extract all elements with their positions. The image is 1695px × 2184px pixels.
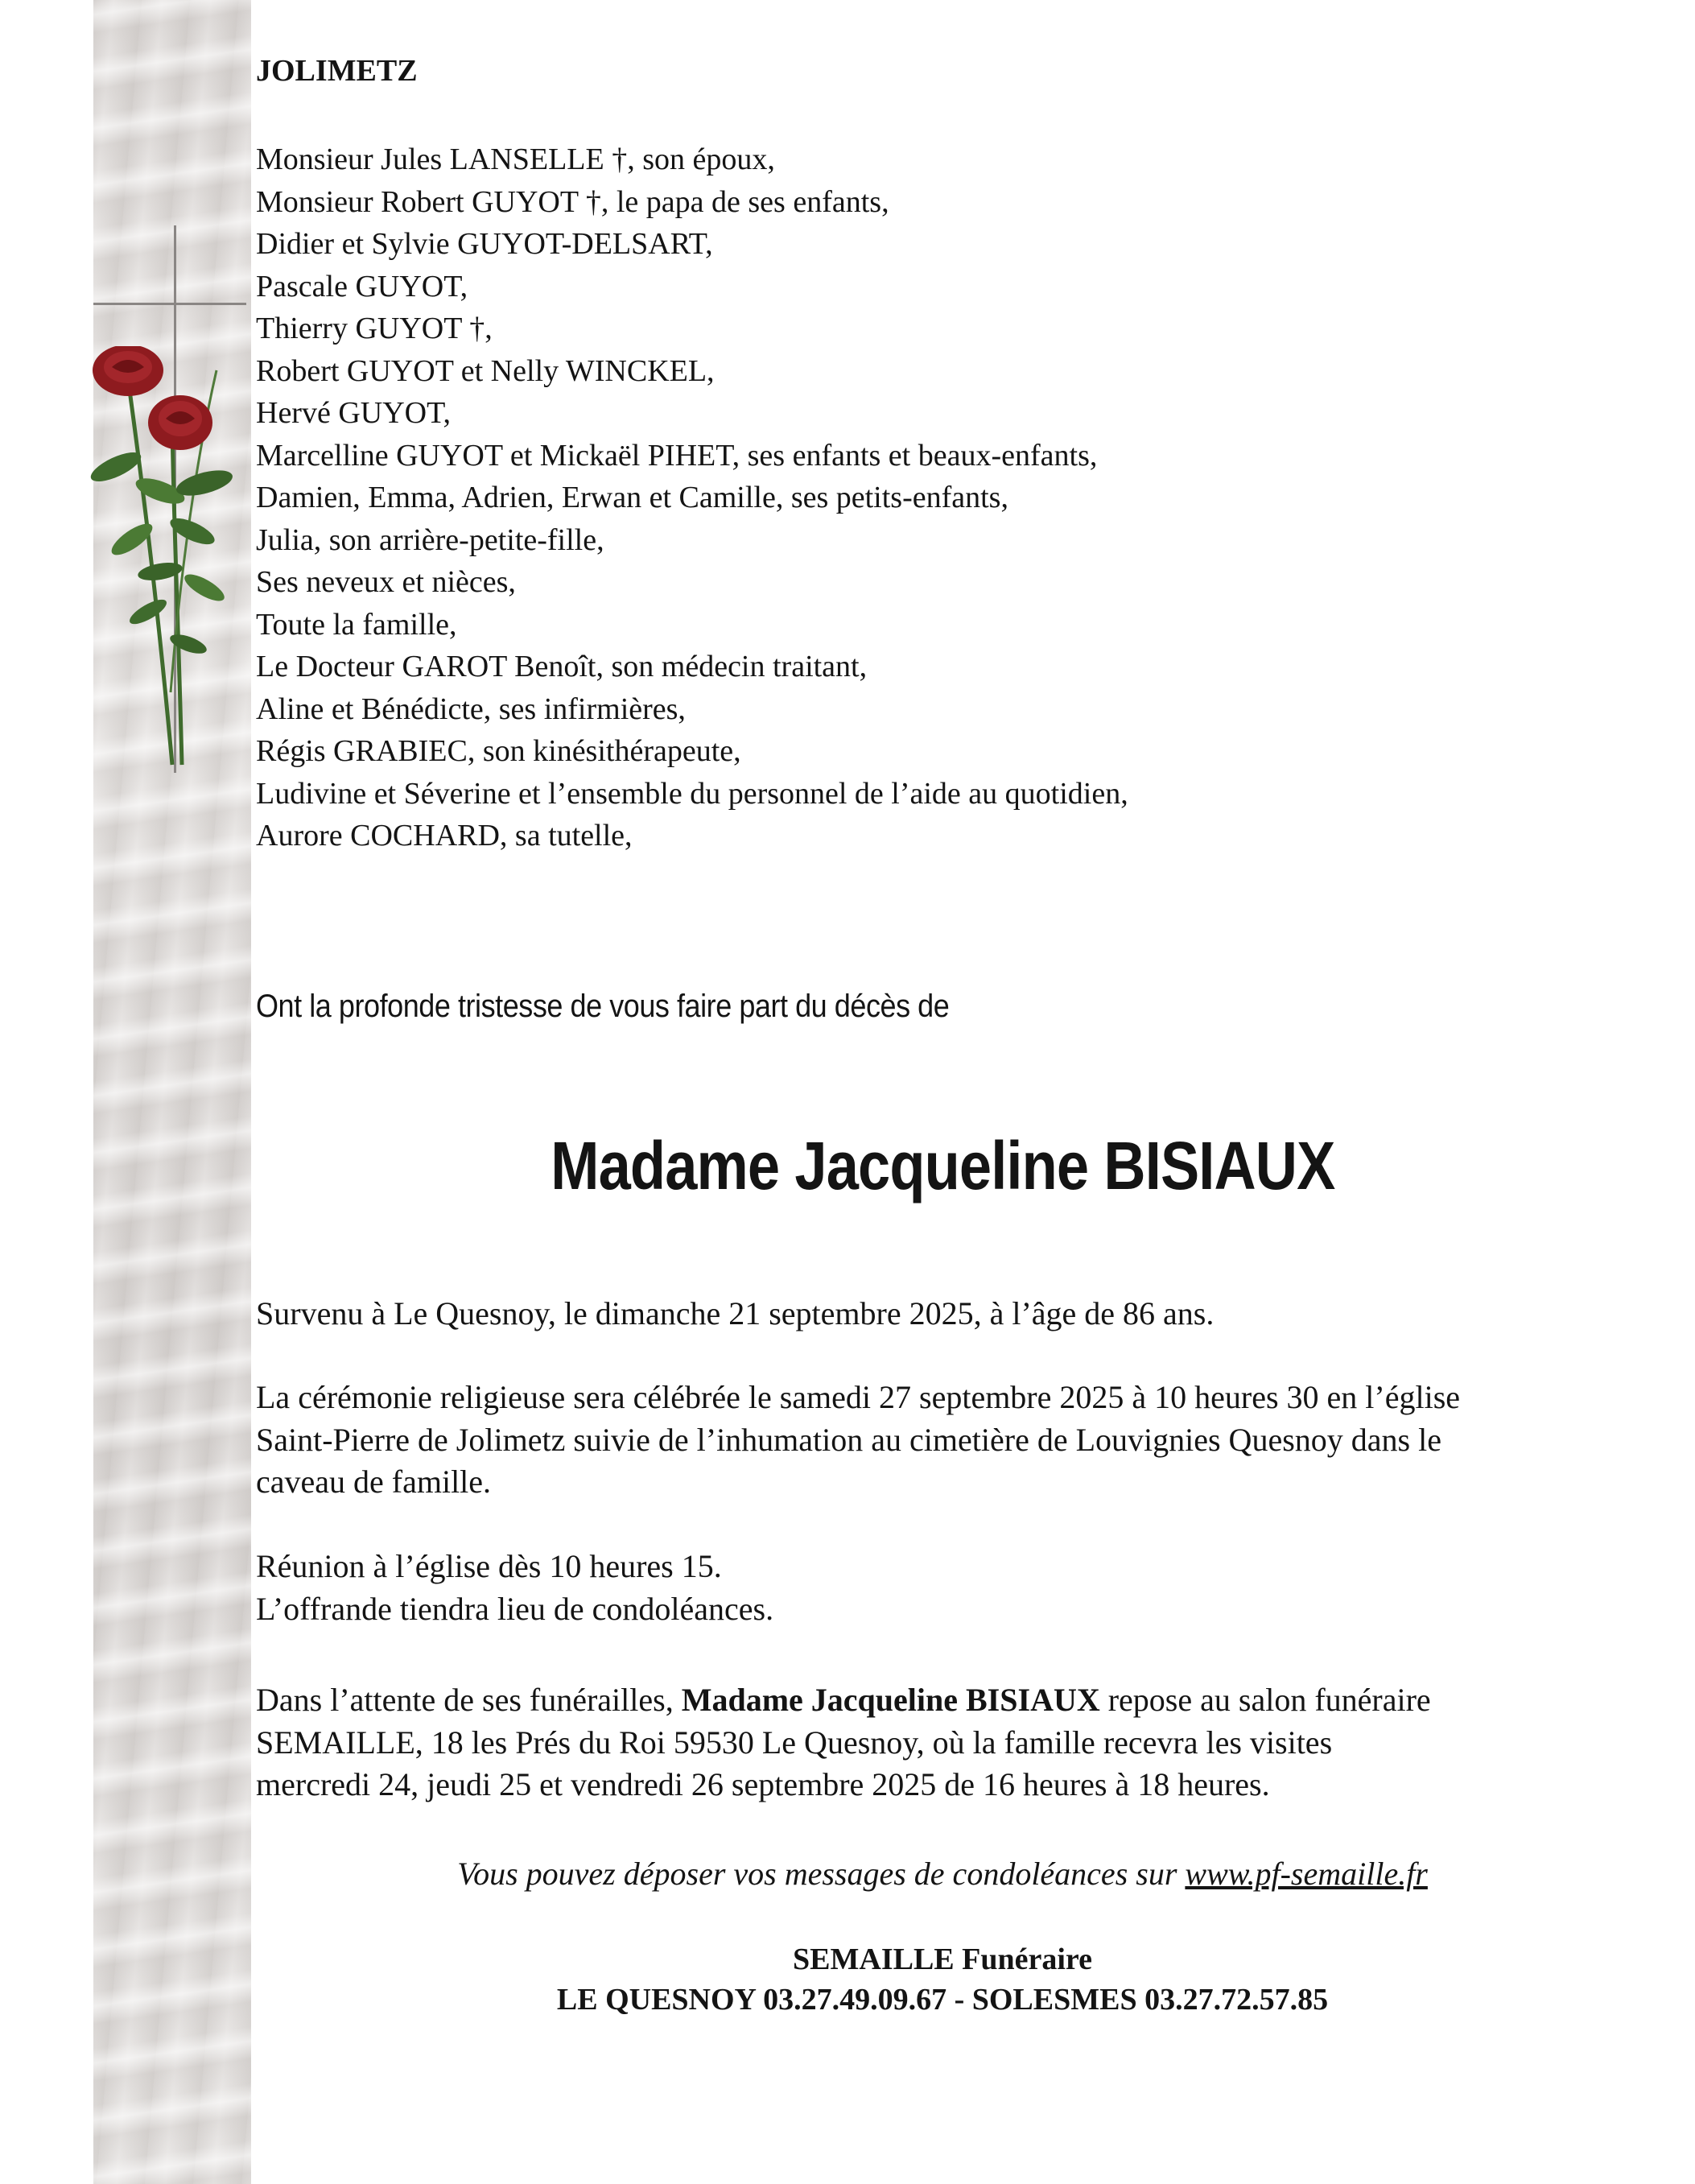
location-heading: JOLIMETZ [256, 54, 418, 88]
ceremony-line: Saint-Pierre de Jolimetz suivie de l’inhumation au cimetière de Louvignies Quesnoy dans le [256, 1421, 1441, 1458]
family-list [256, 138, 1128, 857]
family-line: Hervé GUYOT, [256, 396, 451, 430]
meeting-line: L’offrande tiendra lieu de condoléances. [256, 1590, 774, 1627]
family-line: Damien, Emma, Adrien, Erwan et Camille, ses petits-enfants, [256, 481, 1008, 514]
family-line: Aurore COCHARD, sa tutelle, [256, 819, 633, 853]
ceremony-line: La cérémonie religieuse sera célébrée le samedi 27 septembre 2025 à 10 heures 30 en l’église [256, 1379, 1461, 1415]
family-line: Monsieur Robert GUYOT †, le papa de ses enfants, [256, 184, 889, 219]
visit-text: Dans l’attente de ses funérailles, [256, 1682, 682, 1718]
visit-line [256, 1679, 1431, 1722]
red-roses-icon [84, 346, 237, 781]
visit-line: SEMAILLE, 18 les Prés du Roi 59530 Le Quesnoy, où la famille recevra les visites [256, 1724, 1333, 1761]
visit-line: mercredi 24, jeudi 25 et vendredi 26 septembre 2025 de 16 heures à 18 heures. [256, 1766, 1270, 1802]
deceased-name [0, 1127, 1695, 1205]
family-line: Le Docteur GAROT Benoît, son médecin traitant, [256, 650, 868, 683]
family-line: Ludivine et Séverine et l’ensemble du personnel de l’aide au quotidien, [256, 776, 1128, 811]
family-line: Robert GUYOT et Nelly WINCKEL, [256, 353, 715, 388]
meeting-paragraph [256, 1546, 773, 1630]
visit-text: repose au salon funéraire [1099, 1682, 1431, 1718]
family-line: Toute la famille, [256, 607, 457, 642]
family-line: Régis GRABIEC, son kinésithérapeute, [256, 734, 741, 768]
family-line: Marcelline GUYOT et Mickaël PIHET, ses enfants et beaux-enfants, [256, 438, 1098, 473]
family-line: Pascale GUYOT, [256, 269, 468, 303]
family-line: Thierry GUYOT †, [256, 312, 493, 345]
family-line: Monsieur Jules LANSELLE †, son époux, [256, 142, 775, 176]
family-line: Didier et Sylvie GUYOT-DELSART, [256, 227, 713, 261]
family-line: Ses neveux et nièces, [256, 565, 516, 599]
family-line: Julia, son arrière-petite-fille, [256, 522, 604, 557]
cross-horizontal-bar [93, 303, 246, 305]
visit-paragraph [256, 1679, 1431, 1806]
family-line: Aline et Bénédicte, ses infirmières, [256, 692, 686, 726]
ceremony-line: caveau de famille. [256, 1464, 492, 1500]
condolences-note [0, 1855, 1695, 1893]
death-details: Survenu à Le Quesnoy, le dimanche 21 septembre 2025, à l’âge de 86 ans. [256, 1295, 1215, 1331]
visit-deceased-name: Madame Jacqueline BISIAUX [681, 1682, 1100, 1718]
ceremony-paragraph [256, 1377, 1460, 1504]
deceased-name-text: Madame Jacqueline BISIAUX [550, 1128, 1335, 1203]
funeral-home-phones: LE QUESNOY 03.27.49.09.67 - SOLESMES 03.27.72.57.85 [556, 1983, 1329, 2017]
announcement-text: Ont la profonde tristesse de vous faire part du décès de [256, 989, 950, 1024]
condolences-link[interactable]: www.pf-semaille.fr [1185, 1856, 1428, 1892]
condolences-text: Vous pouvez déposer vos messages de condoléances sur [457, 1856, 1186, 1892]
meeting-line: Réunion à l’église dès 10 heures 15. [256, 1548, 722, 1584]
funeral-home-name: SEMAILLE Funéraire [793, 1942, 1092, 1976]
